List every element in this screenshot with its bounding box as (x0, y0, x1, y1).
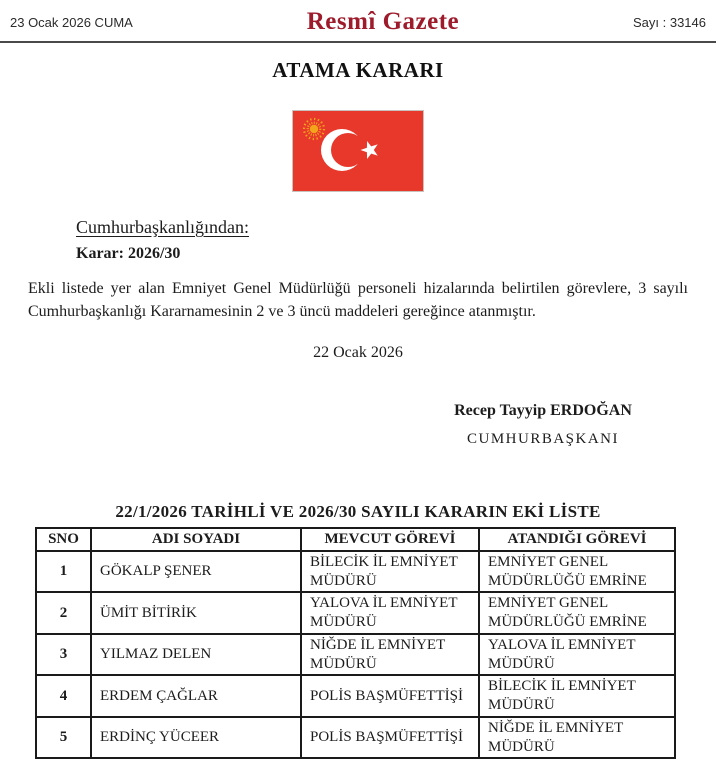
cell-current-duty: YALOVA İL EMNİYET MÜDÜRÜ (301, 592, 479, 634)
cell-assigned-duty: YALOVA İL EMNİYET MÜDÜRÜ (479, 634, 675, 676)
table-row (36, 634, 675, 676)
column-header-current-duty: MEVCUT GÖREVİ (301, 528, 479, 551)
annex-table (35, 527, 676, 759)
masthead-bar (0, 0, 716, 43)
decision-date: 22 Ocak 2026 (313, 344, 403, 362)
column-header-name: ADI SOYADI (91, 528, 301, 551)
annex-table-title: 22/1/2026 TARİHLİ VE 2026/30 SAYILI KARARIN EKİ LİSTE (115, 502, 601, 521)
cell-current-duty: POLİS BAŞMÜFETTİŞİ (301, 717, 479, 759)
cell-sno: 5 (36, 717, 91, 759)
cell-name: GÖKALP ŞENER (91, 551, 301, 593)
cell-name: ERDİNÇ YÜCEER (91, 717, 301, 759)
turkish-presidential-flag-icon (0, 110, 716, 192)
decision-number: Karar: 2026/30 (76, 245, 181, 262)
table-row (36, 592, 675, 634)
column-header-sno: SNO (36, 528, 91, 551)
issue-number: Sayı : 33146 (633, 14, 706, 30)
table-row (36, 551, 675, 593)
signatory-title: CUMHURBAŞKANI (466, 431, 620, 447)
signature-block (433, 402, 653, 448)
cell-sno: 3 (36, 634, 91, 676)
table-header-row (36, 528, 675, 551)
cell-current-duty: POLİS BAŞMÜFETTİŞİ (301, 675, 479, 717)
cell-assigned-duty: NİĞDE İL EMNİYET MÜDÜRÜ (479, 717, 675, 759)
cell-current-duty: NİĞDE İL EMNİYET MÜDÜRÜ (301, 634, 479, 676)
cell-assigned-duty: EMNİYET GENEL MÜDÜRLÜĞÜ EMRİNE (479, 592, 675, 634)
issuing-authority: Cumhurbaşkanlığından: (76, 217, 249, 237)
column-header-assigned-duty: ATANDIĞI GÖREVİ (479, 528, 675, 551)
cell-sno: 1 (36, 551, 91, 593)
signatory-name: Recep Tayyip ERDOĞAN (454, 402, 632, 419)
decree-body: Ekli listede yer alan Emniyet Genel Müdürlüğü personeli hizalarında belirtilen görevlere, 3 sayılı Cumhurbaşkanlığı Kararnamesinin 2 ve 3 üncü maddeleri gereğince atanmıştır. (28, 280, 688, 320)
cell-name: ÜMİT BİTİRİK (91, 592, 301, 634)
cell-current-duty: BİLECİK İL EMNİYET MÜDÜRÜ (301, 551, 479, 593)
cell-name: YILMAZ DELEN (91, 634, 301, 676)
cell-assigned-duty: EMNİYET GENEL MÜDÜRLÜĞÜ EMRİNE (479, 551, 675, 593)
gazette-title: Resmî Gazete (306, 8, 460, 35)
cell-sno: 2 (36, 592, 91, 634)
cell-assigned-duty: BİLECİK İL EMNİYET MÜDÜRÜ (479, 675, 675, 717)
issue-date: 23 Ocak 2026 CUMA (10, 14, 133, 30)
document-title: ATAMA KARARI (272, 58, 444, 82)
cell-name: ERDEM ÇAĞLAR (91, 675, 301, 717)
cell-sno: 4 (36, 675, 91, 717)
table-row (36, 675, 675, 717)
table-row (36, 717, 675, 759)
